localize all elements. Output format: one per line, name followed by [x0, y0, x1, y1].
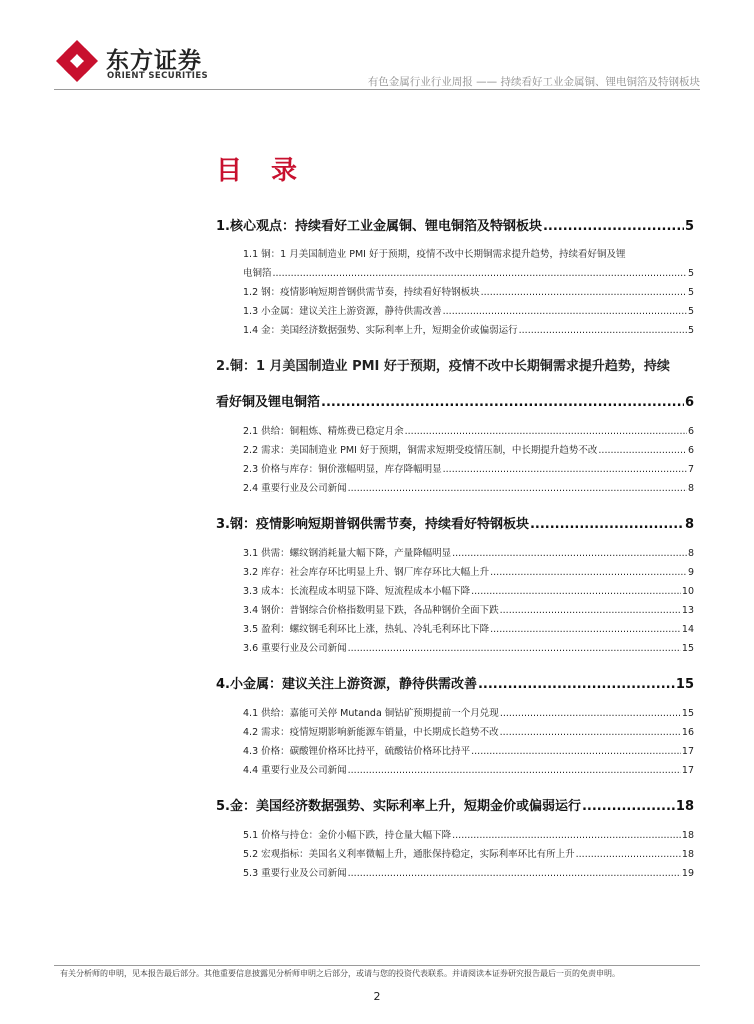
leader-dots: [500, 704, 681, 723]
toc-page-number: 5: [687, 306, 694, 317]
toc-section-title: 3.钢：疫情影响短期普钢供需节奏，持续看好特钢板块: [216, 517, 529, 532]
toc-item-2-1[interactable]: [216, 422, 694, 441]
toc-item-title: 5.3 重要行业及公司新闻: [243, 868, 347, 879]
toc-item-1-1[interactable]: [216, 264, 694, 283]
toc-page-number: 7: [687, 464, 694, 475]
toc-section-title: 看好铜及锂电铜箔: [216, 395, 321, 410]
toc-item-title: 4.3 价格：碳酸锂价格环比持平，硫酸钴价格环比持平: [243, 746, 471, 757]
toc-item-1-3[interactable]: [216, 302, 694, 321]
orient-securities-logo-icon: [54, 38, 100, 84]
toc-item-title: 2.2 需求：美国制造业 PMI 好于预期，铜需求短期受疫情压制，中长期提升趋势不改: [243, 445, 598, 456]
toc-section-1[interactable]: [216, 216, 694, 238]
toc-page-number: 5: [687, 287, 694, 298]
footer-divider: [54, 965, 700, 966]
toc-page-number: 6: [687, 426, 694, 437]
toc-item-title: 2.1 供给：铜粗炼、精炼费已稳定月余: [243, 426, 404, 437]
toc-item-5-2[interactable]: [216, 845, 694, 864]
toc-page-number: 19: [681, 868, 694, 879]
brand-logo: [54, 38, 209, 86]
leader-dots: [598, 441, 687, 460]
toc-section-2[interactable]: [216, 392, 694, 414]
brand-name-en: ORIENT SECURITIES: [107, 71, 209, 81]
toc-section-5[interactable]: [216, 796, 694, 818]
leader-dots: [519, 321, 687, 340]
toc-item-3-6[interactable]: [216, 639, 694, 658]
leader-dots: [348, 479, 687, 498]
toc-item-1-1-line1[interactable]: 1.1 铜：1 月美国制造业 PMI 好于预期，疫情不改中长期铜需求提升趋势，持续看好铜及锂: [243, 249, 626, 260]
toc-item-title: 5.2 宏观指标：美国名义利率微幅上升，通胀保持稳定，实际利率环比有所上升: [243, 849, 575, 860]
toc-item-title: 3.3 成本：长流程成本明显下降、短流程成本小幅下降: [243, 586, 471, 597]
toc-page-number: 14: [681, 624, 694, 635]
toc-item-2-3[interactable]: [216, 460, 694, 479]
toc-item-1-2[interactable]: [216, 283, 694, 302]
toc-page-number: 15: [675, 677, 694, 692]
leader-dots: [443, 302, 687, 321]
toc-page-number: 13: [681, 605, 694, 616]
toc-section-title: 4.小金属：建议关注上游资源，静待供需改善: [216, 677, 477, 692]
toc-item-3-5[interactable]: [216, 620, 694, 639]
leader-dots: [348, 639, 681, 658]
toc-item-2-4[interactable]: [216, 479, 694, 498]
toc-item-title: 3.6 重要行业及公司新闻: [243, 643, 347, 654]
toc-page-number: 8: [687, 483, 694, 494]
toc-section-2-line1[interactable]: 2.铜：1 月美国制造业 PMI 好于预期，疫情不改中长期铜需求提升趋势，持续: [216, 359, 670, 374]
toc-item-title: 2.3 价格与库存：铜价涨幅明显，库存降幅明显: [243, 464, 442, 475]
toc-item-4-3[interactable]: [216, 742, 694, 761]
leader-dots: [471, 742, 681, 761]
toc-page-number: 5: [684, 219, 694, 234]
header-divider: [54, 89, 700, 90]
leader-dots: [543, 216, 684, 238]
toc-item-1-4[interactable]: [216, 321, 694, 340]
toc-section-title: 5.金：美国经济数据强势、实际利率上升，短期金价或偏弱运行: [216, 799, 581, 814]
toc-section-3[interactable]: [216, 514, 694, 536]
toc-page-number: 5: [687, 325, 694, 336]
leader-dots: [452, 544, 687, 563]
leader-dots: [348, 761, 681, 780]
leader-dots: [530, 514, 684, 536]
toc-page-number: 18: [675, 799, 694, 814]
toc-item-title: 3.4 钢价：普钢综合价格指数明显下跌，各品种钢价全面下跌: [243, 605, 499, 616]
table-of-contents: [216, 216, 694, 883]
toc-item-4-1[interactable]: [216, 704, 694, 723]
toc-item-title: 1.2 钢：疫情影响短期普钢供需节奏，持续看好特钢板块: [243, 287, 480, 298]
toc-item-title: 1.4 金：美国经济数据强势、实际利率上升，短期金价或偏弱运行: [243, 325, 518, 336]
toc-item-title: 电铜箔: [243, 268, 272, 279]
leader-dots: [478, 674, 675, 696]
toc-item-title: 1.3 小金属：建议关注上游资源，静待供需改善: [243, 306, 442, 317]
toc-page-number: 10: [681, 586, 694, 597]
footer-disclaimer: 有关分析师的申明，见本报告最后部分。其他重要信息披露见分析师申明之后部分，或请与您的投资代表联系。并请阅读本证券研究报告最后一页的免责申明。: [60, 969, 620, 978]
toc-item-title: 3.1 供需：螺纹钢消耗量大幅下降，产量降幅明显: [243, 548, 452, 559]
toc-page-number: 17: [681, 765, 694, 776]
toc-section-title: 1.核心观点：持续看好工业金属铜、锂电铜箔及特钢板块: [216, 219, 542, 234]
leader-dots: [481, 283, 687, 302]
toc-item-title: 4.1 供给：嘉能可关停 Mutanda 铜钴矿预期提前一个月兑现: [243, 708, 499, 719]
brand-name-cn: 东方证券: [106, 48, 202, 74]
toc-item-3-3[interactable]: [216, 582, 694, 601]
toc-section-4[interactable]: [216, 674, 694, 696]
toc-item-5-3[interactable]: [216, 864, 694, 883]
leader-dots: [321, 392, 684, 414]
toc-item-title: 2.4 重要行业及公司新闻: [243, 483, 347, 494]
leader-dots: [348, 864, 681, 883]
leader-dots: [490, 620, 681, 639]
leader-dots: [273, 264, 687, 283]
toc-item-2-2[interactable]: [216, 441, 694, 460]
toc-title: 目 录: [216, 156, 308, 186]
toc-item-5-1[interactable]: [216, 826, 694, 845]
toc-item-title: 4.2 需求：疫情短期影响新能源车销量，中长期成长趋势不改: [243, 727, 499, 738]
toc-item-title: 4.4 重要行业及公司新闻: [243, 765, 347, 776]
toc-page-number: 6: [687, 445, 694, 456]
toc-page-number: 15: [681, 643, 694, 654]
leader-dots: [471, 582, 681, 601]
report-header: 有色金属行业行业周报 —— 持续看好工业金属铜、锂电铜箔及特钢板块: [367, 76, 700, 88]
page-number: 2: [373, 990, 381, 1003]
toc-page-number: 18: [681, 849, 694, 860]
toc-page-number: 16: [681, 727, 694, 738]
leader-dots: [582, 796, 675, 818]
leader-dots: [576, 845, 681, 864]
leader-dots: [500, 601, 681, 620]
toc-item-4-2[interactable]: [216, 723, 694, 742]
toc-page-number: 8: [684, 517, 694, 532]
leader-dots: [443, 460, 687, 479]
toc-page-number: 15: [681, 708, 694, 719]
toc-item-3-4[interactable]: [216, 601, 694, 620]
toc-page-number: 17: [681, 746, 694, 757]
toc-page-number: 8: [687, 548, 694, 559]
toc-item-title: 3.2 库存：社会库存环比明显上升、钢厂库存环比大幅上升: [243, 567, 490, 578]
leader-dots: [500, 723, 681, 742]
leader-dots: [452, 826, 681, 845]
toc-page-number: 18: [681, 830, 694, 841]
toc-page-number: 6: [684, 395, 694, 410]
toc-item-4-4[interactable]: [216, 761, 694, 780]
leader-dots: [405, 422, 687, 441]
toc-item-3-1[interactable]: [216, 544, 694, 563]
toc-page-number: 9: [687, 567, 694, 578]
toc-item-title: 3.5 盈利：螺纹钢毛利环比上涨，热轧、冷轧毛利环比下降: [243, 624, 490, 635]
toc-item-3-2[interactable]: [216, 563, 694, 582]
toc-page-number: 5: [687, 268, 694, 279]
toc-item-title: 5.1 价格与持仓：金价小幅下跌，持仓量大幅下降: [243, 830, 452, 841]
leader-dots: [490, 563, 687, 582]
